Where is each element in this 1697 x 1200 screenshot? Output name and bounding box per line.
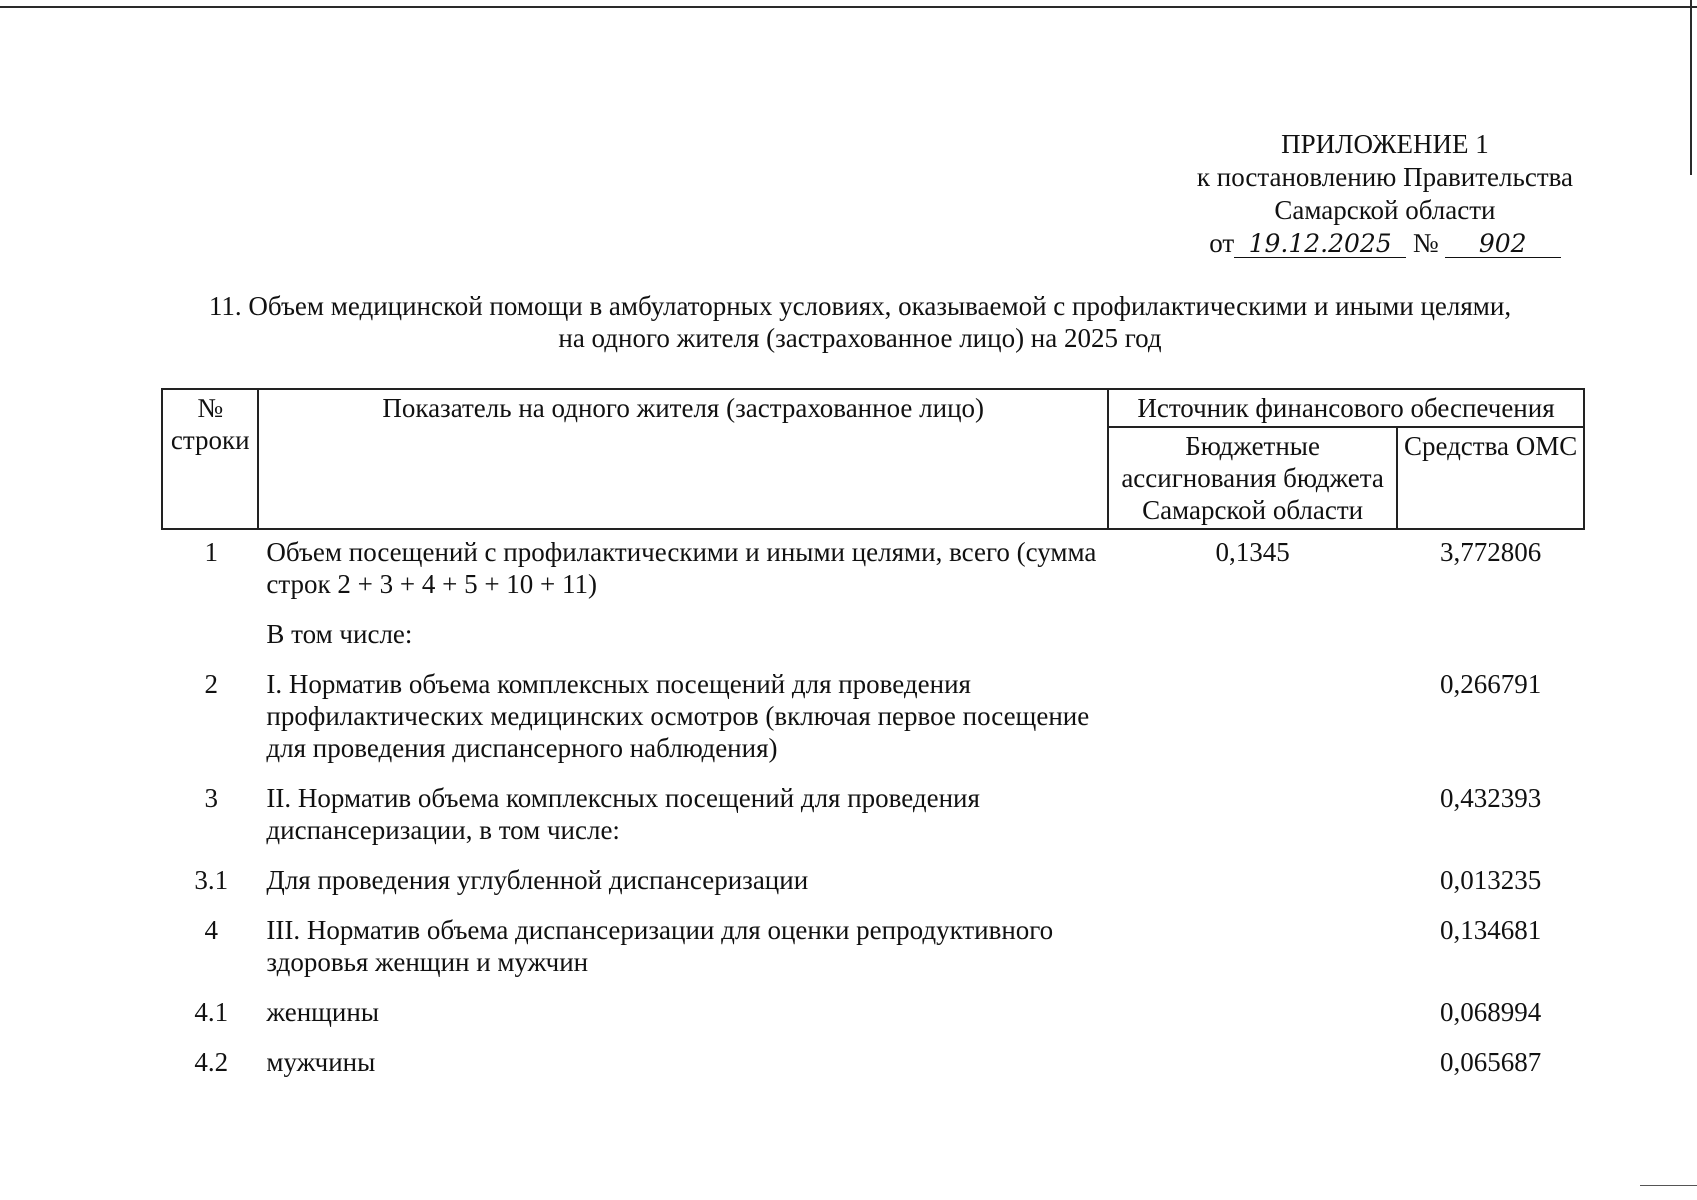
appendix-line-2: Самарской области (1274, 195, 1496, 225)
title-line-2: на одного жителя (застрахованное лицо) на 2025 год (558, 323, 1162, 353)
row-number: 2 (204, 669, 218, 699)
decree-date: 19.12.2025 (1234, 231, 1406, 258)
table-header (162, 389, 1584, 529)
row-oms-value: 0,266791 (1439, 669, 1542, 699)
appendix-header (1197, 128, 1573, 260)
row-budget-value (1108, 904, 1397, 986)
row-indicator: II. Норматив объема комплексных посещений для проведения диспансеризации, в том числе: (266, 783, 980, 845)
table-row (162, 986, 1584, 1036)
row-indicator: Объем посещений с профилактическими и иными целями, всего (сумма строк 2 + 3 + 4 + 5 + 10 + 11) (266, 537, 1097, 599)
row-budget-value (1108, 986, 1397, 1036)
row-indicator: Для проведения углубленной диспансеризации (266, 865, 809, 895)
row-number (162, 608, 258, 658)
document-title (160, 290, 1560, 354)
header-budget: Бюджетные ассигнования бюджета Самарской области (1108, 427, 1397, 529)
number-label: № (1412, 228, 1439, 258)
row-number: 1 (204, 537, 218, 567)
table-body (162, 529, 1584, 1086)
row-budget-value: 0,1345 (1215, 537, 1290, 567)
row-budget-value (1108, 1036, 1397, 1086)
row-oms-value: 0,134681 (1439, 915, 1542, 945)
row-budget-value (1108, 772, 1397, 854)
scan-border-top (0, 6, 1697, 8)
row-number: 4 (204, 915, 218, 945)
row-budget-value (1108, 658, 1397, 772)
scan-border-right (1690, 0, 1692, 175)
row-oms-value: 3,772806 (1439, 537, 1542, 567)
header-indicator: Показатель на одного жителя (застрахованное лицо) (258, 389, 1108, 529)
row-oms-value: 0,065687 (1439, 1047, 1542, 1077)
row-indicator: мужчины (266, 1047, 376, 1077)
row-number: 4.1 (194, 997, 229, 1027)
row-number: 3 (204, 783, 218, 813)
table-row (162, 608, 1584, 658)
decree-number: 902 (1445, 231, 1561, 258)
table-row (162, 658, 1584, 772)
table-row (162, 772, 1584, 854)
row-oms-value: 0,068994 (1439, 997, 1542, 1027)
appendix-title: ПРИЛОЖЕНИЕ 1 (1281, 129, 1489, 159)
scan-border-bottom (1640, 1185, 1697, 1186)
row-oms-value (1397, 608, 1584, 658)
row-oms-value: 0,013235 (1439, 865, 1542, 895)
title-line-1: 11. Объем медицинской помощи в амбулаторных условиях, оказываемой с профилактическими и иными целями, (208, 291, 1512, 321)
appendix-line-1: к постановлению Правительства (1196, 162, 1573, 192)
from-label: от (1209, 228, 1235, 258)
row-number: 4.2 (194, 1047, 229, 1077)
table-row (162, 904, 1584, 986)
row-budget-value (1108, 608, 1397, 658)
row-budget-value (1108, 854, 1397, 904)
row-indicator: III. Норматив объема диспансеризации для оценки репродуктивного здоровья женщин и мужчин (266, 915, 1054, 977)
table-row (162, 854, 1584, 904)
row-oms-value: 0,432393 (1439, 783, 1542, 813)
table-row (162, 1036, 1584, 1086)
header-oms: Средства ОМС (1397, 427, 1584, 529)
row-indicator: женщины (266, 997, 379, 1027)
header-row-number: № строки (162, 389, 258, 529)
volume-table (161, 388, 1585, 1086)
row-indicator: В том числе: (266, 619, 413, 649)
header-funding-source: Источник финансового обеспечения (1108, 389, 1584, 427)
row-number: 3.1 (194, 865, 229, 895)
table-row (162, 529, 1584, 608)
decree-line (1209, 227, 1560, 260)
row-indicator: I. Норматив объема комплексных посещений для проведения профилактических медицинских осмотров (включая первое посещение для проведения диспансерного наблюдения) (266, 669, 1090, 763)
